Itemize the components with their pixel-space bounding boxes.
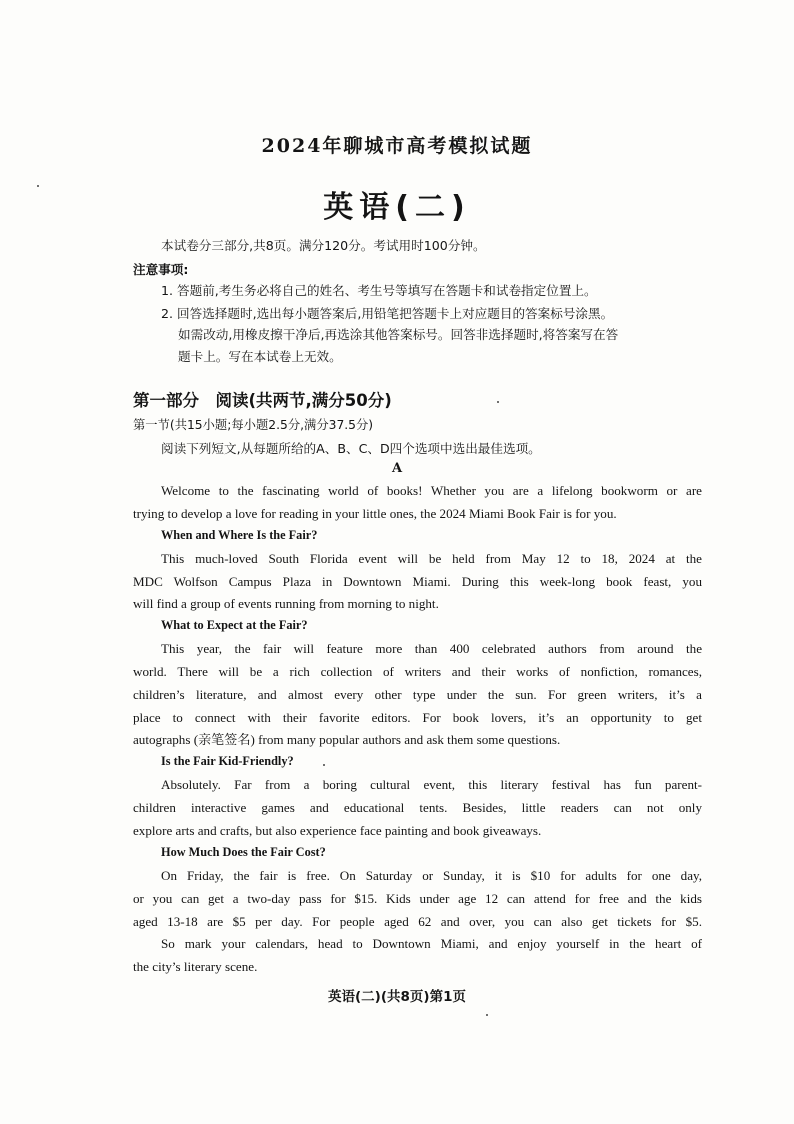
reading-instruction: 阅读下列短文,从每题所给的A、B、C、D四个选项中选出最佳选项。: [161, 441, 541, 456]
passage-label: A: [391, 461, 403, 476]
passage-line: explore arts and crafts, but also experience face painting and book giveaways.: [133, 823, 542, 838]
passage-line: will find a group of events running from morning to night.: [133, 596, 439, 611]
passage-line: So mark your calendars, head to Downtown Miami, and enjoy yourself in the heart of: [161, 936, 702, 951]
note-line: 题卡上。写在本试卷上无效。: [178, 349, 342, 364]
passage-line: aged 13-18 are $5 per day. For people aged 62 and over, you can also get tickets for $5.: [133, 914, 702, 929]
scan-speck: [497, 401, 499, 403]
passage-line: Absolutely. Far from a boring cultural event, this literary festival has fun parent-: [161, 777, 702, 792]
passage-line: MDC Wolfson Campus Plaza in Downtown Miami. During this week-long book feast, you: [133, 574, 702, 589]
passage-subheading: Is the Fair Kid-Friendly?: [161, 754, 294, 768]
subject-title: 英语(二): [323, 190, 471, 225]
exam-title: 2024年聊城市高考模拟试题: [261, 135, 533, 157]
passage-line: children interactive games and educational tents. Besides, little readers can not only: [133, 800, 702, 815]
passage-subheading: When and Where Is the Fair?: [161, 528, 318, 542]
passage-line: autographs (亲笔签名) from many popular authors and ask them some questions.: [133, 732, 561, 747]
passage-line: trying to develop a love for reading in your little ones, the 2024 Miami Book Fair is for you.: [133, 506, 617, 521]
scan-speck: [323, 764, 325, 766]
passage-line: This year, the fair will feature more than 400 celebrated authors from around the: [161, 641, 702, 656]
scan-speck: [486, 1014, 488, 1016]
passage-line: place to connect with their favorite editors. For book lovers, it’s an opportunity to get: [133, 710, 702, 725]
part-heading: 第一部分 阅读(共两节,满分50分): [133, 391, 392, 410]
note-line: 1. 答题前,考生务必将自己的姓名、考生号等填写在答题卡和试卷指定位置上。: [161, 283, 597, 298]
passage-line: or you can get a two-day pass for $15. Kids under age 12 can attend for free and the kids: [133, 891, 702, 906]
notes-heading: 注意事项:: [133, 262, 189, 277]
passage-subheading: How Much Does the Fair Cost?: [161, 845, 326, 859]
section-heading: 第一节(共15小题;每小题2.5分,满分37.5分): [133, 418, 374, 432]
passage-line: children’s literature, and almost every other type under the sun. For green writers, it’s a: [133, 687, 702, 702]
passage-line: world. There will be a rich collection of writers and their works of nonfiction, romances,: [133, 664, 702, 679]
note-line: 如需改动,用橡皮擦干净后,再选涂其他答案标号。回答非选择题时,将答案写在答: [178, 327, 619, 342]
passage-line: On Friday, the fair is free. On Saturday or Sunday, it is $10 for adults for one day,: [161, 868, 702, 883]
passage-line: Welcome to the fascinating world of books! Whether you are a lifelong bookworm or are: [161, 483, 702, 498]
note-line: 2. 回答选择题时,选出每小题答案后,用铅笔把答题卡上对应题目的答案标号涂黑。: [161, 306, 614, 321]
passage-subheading: What to Expect at the Fair?: [161, 618, 308, 632]
passage-line: the city’s literary scene.: [133, 959, 258, 974]
scan-speck: [37, 185, 39, 187]
exam-intro: 本试卷分三部分,共8页。满分120分。考试用时100分钟。: [161, 238, 486, 253]
passage-line: This much-loved South Florida event will be held from May 12 to 18, 2024 at the: [161, 551, 702, 566]
page-footer: 英语(二)(共8页)第1页: [328, 989, 466, 1005]
